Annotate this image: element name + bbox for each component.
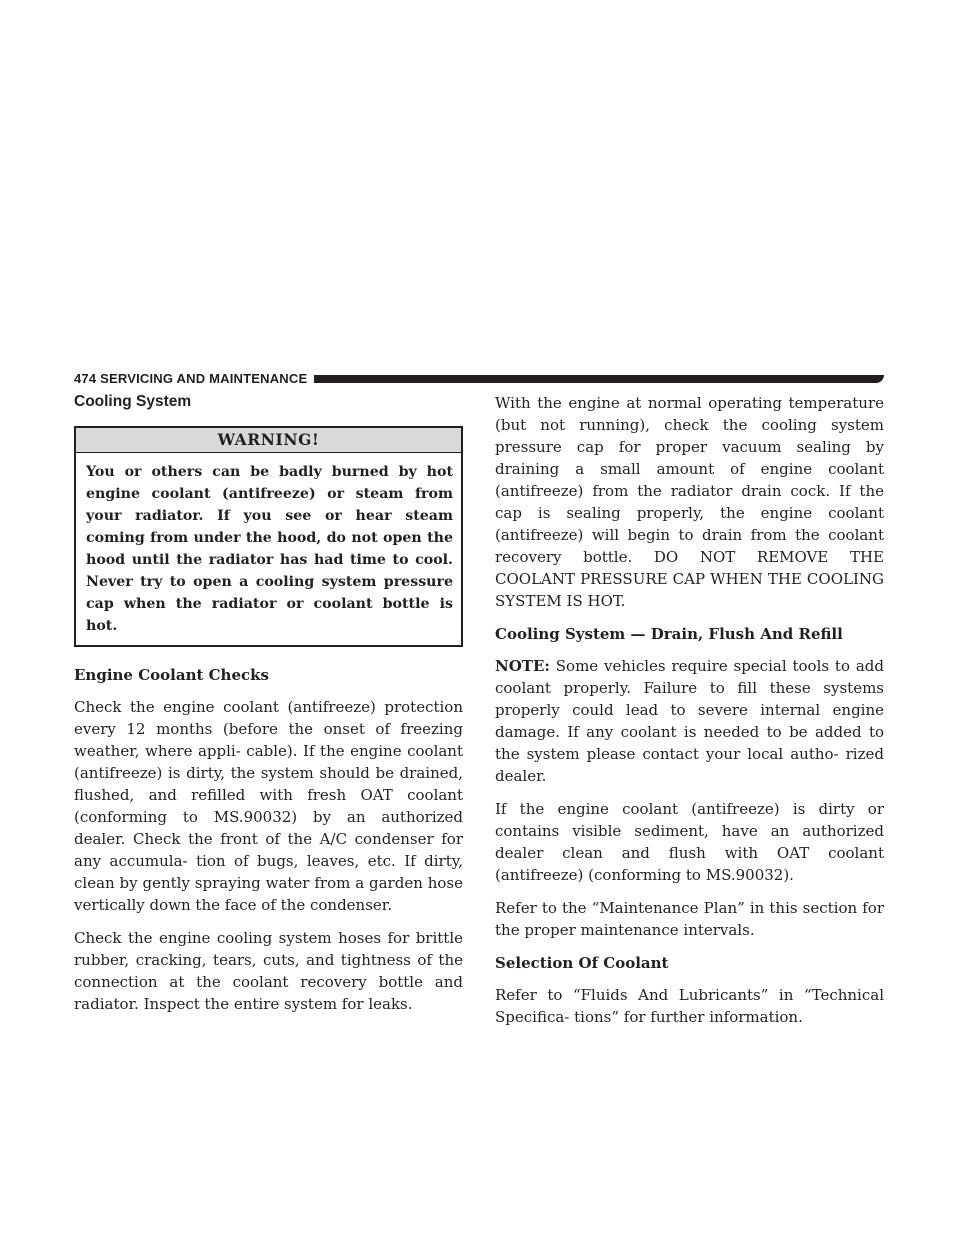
paragraph: Refer to the “Maintenance Plan” in this section for the proper maintenance intervals. (495, 899, 884, 939)
page-header (74, 370, 884, 388)
right-column (495, 392, 884, 1039)
subheading-engine-coolant-checks: Engine Coolant Checks (74, 666, 269, 684)
section-heading: Cooling System (74, 393, 192, 410)
paragraph: Refer to “Fluids And Lubricants” in “Technical Specifica- tions” for further information. (495, 986, 884, 1026)
subheading-selection-of-coolant: Selection Of Coolant (495, 954, 669, 972)
paragraph: Check the engine coolant (antifreeze) protection every 12 months (before the onset of freezing weather, where appli- cable). If the engine coolant (antifreeze) is dirty, the system should be drained, flushed, and refilled with fresh OAT coolant (conforming to MS.90032) by an authorized dealer. Check the front of the A/C condenser for any accumula- tion of bugs, leaves, etc. If dirty, clean by gently spraying water from a garden hose vertically down the face of the condenser. (74, 698, 463, 914)
warning-text: You or others can be badly burned by hot engine coolant (antifreeze) or steam from your radiator. If you see or hear steam coming from under the hood, do not open the hood until the radiator has had time to cool. Never try to open a cooling system pressure cap when the radiator or coolant bottle is hot. (86, 464, 453, 634)
section-title: SERVICING AND MAINTENANCE (100, 371, 308, 386)
paragraph: Check the engine cooling system hoses for brittle rubber, cracking, tears, cuts, and tightness of the connection at the coolant recovery bottle and radiator. Inspect the entire system for leaks. (74, 929, 463, 1013)
note-label: NOTE: (495, 657, 550, 675)
warning-title: WARNING! (76, 428, 461, 453)
page-number: 474 (74, 371, 97, 386)
paragraph: With the engine at normal operating temperature (but not running), check the cooling system pressure cap for proper vacuum sealing by draining a small amount of engine coolant (antifreeze) from the radiator drain cock. If the cap is sealing properly, the engine coolant (antifreeze) will begin to drain from the coolant recovery bottle. DO NOT REMOVE THE COOLANT PRESSURE CAP WHEN THE COOLING SYSTEM IS HOT. (495, 394, 884, 610)
subheading-drain-flush-refill: Cooling System — Drain, Flush And Refill (495, 625, 843, 643)
page-header-text (74, 371, 307, 386)
paragraph: If the engine coolant (antifreeze) is dirty or contains visible sediment, have an authorized dealer clean and flush with OAT coolant (antifreeze) (conforming to MS.90032). (495, 800, 884, 884)
note-text: Some vehicles require special tools to add coolant properly. Failure to fill these systems properly could lead to severe internal engine damage. If any coolant is needed to be added to the system please contact your local autho- rized dealer. (495, 657, 884, 785)
note-paragraph (495, 655, 884, 787)
left-column (74, 392, 463, 1026)
warning-box (74, 426, 463, 647)
header-rule (314, 375, 884, 383)
